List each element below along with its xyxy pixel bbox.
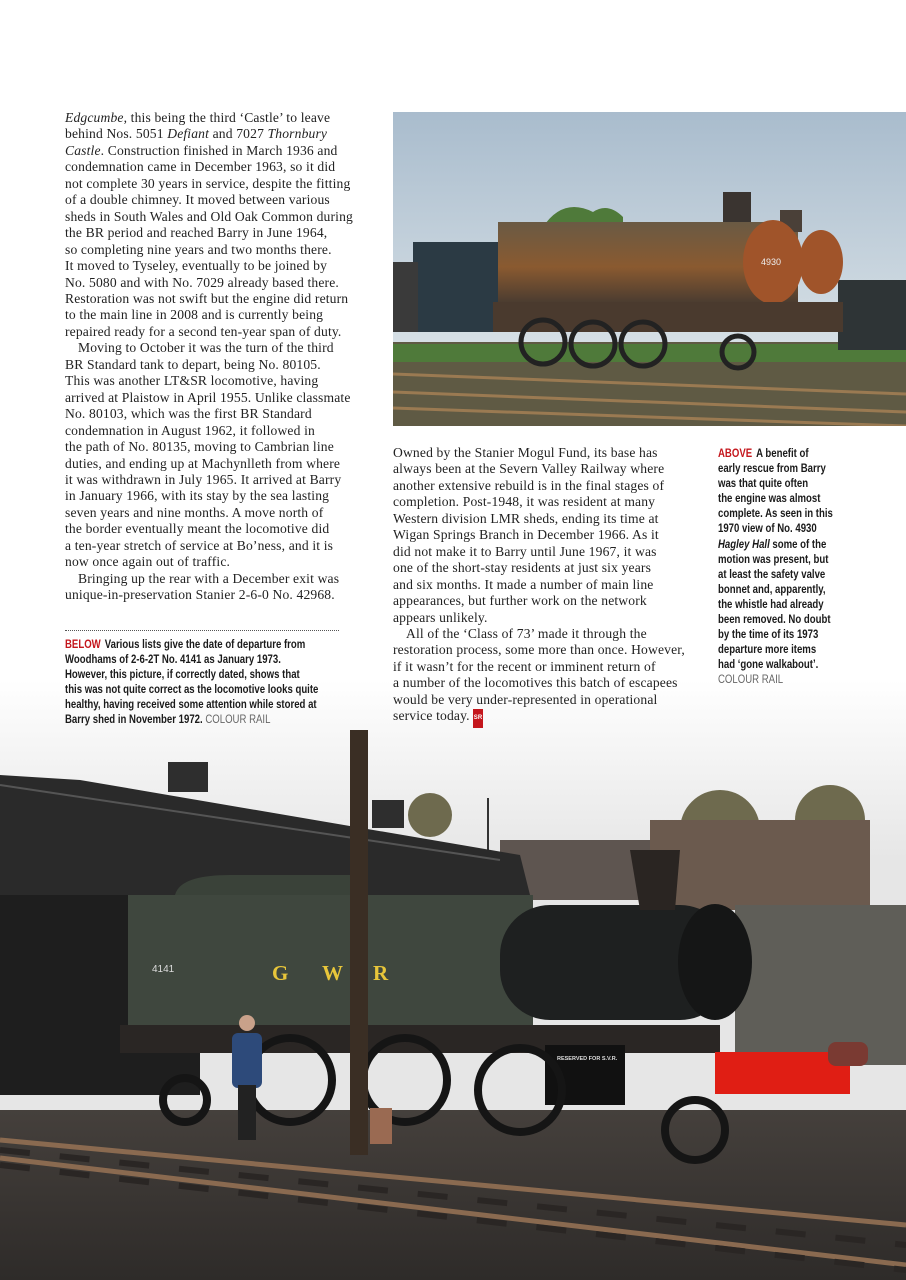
text-line <box>393 708 685 727</box>
caption-text: early rescue from Barry <box>718 461 826 476</box>
text-segment: would be very under-represented in operational <box>393 691 658 707</box>
article-column-left <box>65 110 353 604</box>
caption-line <box>718 476 833 491</box>
text-segment: restoration process, some more than once. However, <box>393 642 685 658</box>
text-segment: condemnation in August 1962, it followed in <box>65 422 315 438</box>
text-line <box>65 423 353 439</box>
caption-text: bonnet and, apparently, <box>718 581 826 596</box>
text-line <box>393 692 685 708</box>
caption-text: was that quite often <box>718 476 809 491</box>
text-line <box>65 159 353 175</box>
photo-hagley-hall <box>393 112 906 426</box>
text-line <box>65 456 353 472</box>
text-segment: now once again out of traffic. <box>65 554 231 570</box>
text-segment: unique-in-preservation Stanier 2-6-0 No. 42968. <box>65 587 335 603</box>
caption-text: Various lists give the date of departure from <box>104 637 306 651</box>
text-segment: No. 80103, which was the first BR Standard <box>65 406 312 422</box>
text-segment: so completing nine years and two months there. <box>65 241 332 257</box>
text-segment: Owned by the Stanier Mogul Fund, its base has <box>393 445 658 460</box>
text-line <box>65 307 353 323</box>
caption-line <box>718 582 833 597</box>
caption-text: However, this picture, if correctly dated, shows that <box>65 667 300 682</box>
text-line <box>65 554 353 570</box>
photo-credit: COLOUR RAIL <box>718 672 784 687</box>
text-segment: BR Standard tank to depart, being No. 80105. <box>65 356 321 372</box>
text-segment: and 7027 <box>209 126 268 142</box>
text-line <box>393 511 685 527</box>
italic-name: Defiant <box>167 126 210 142</box>
caption-text: been removed. No doubt <box>718 612 831 627</box>
caption-text: the whistle had already <box>718 596 824 611</box>
text-line <box>65 176 353 192</box>
caption-line <box>65 667 318 682</box>
text-line <box>65 209 353 225</box>
text-segment: the border eventually meant the locomotive did <box>65 521 330 537</box>
text-segment: This was another LT&SR locomotive, having <box>65 373 319 389</box>
text-segment: did not make it to Barry until June 1967, it was <box>393 543 657 559</box>
text-line <box>393 478 685 494</box>
text-line <box>393 675 685 691</box>
article-column-middle <box>393 445 685 728</box>
tank-letter-g: G <box>272 961 289 985</box>
text-line <box>65 505 353 521</box>
text-line <box>65 373 353 389</box>
caption-line <box>718 537 833 552</box>
text-segment: a number of the locomotives this batch of escapees <box>393 675 678 691</box>
text-line <box>65 538 353 554</box>
text-segment: seven years and nine months. A move north of <box>65 504 324 520</box>
text-segment: behind Nos. 5051 <box>65 126 168 142</box>
text-line <box>393 577 685 593</box>
caption-line <box>65 697 318 712</box>
caption-line <box>718 446 833 461</box>
text-line <box>393 593 685 609</box>
caption-line <box>718 627 833 642</box>
photo-credit: COLOUR RAIL <box>205 712 271 727</box>
text-line <box>393 610 685 626</box>
text-segment: of a double chimney. It moved between various <box>65 192 330 208</box>
text-segment: arrived at Plaistow in April 1955. Unlike classmate <box>65 389 351 405</box>
text-line <box>65 192 353 208</box>
text-segment: to the main line in 2008 and is currently being <box>65 307 324 323</box>
caption-text: Barry shed in November 1972. <box>65 712 203 727</box>
caption-line <box>718 612 833 627</box>
caption-text: Woodhams of 2-6-2T No. 4141 as January 1973. <box>65 652 281 667</box>
text-segment: Bringing up the rear with a December exit was <box>78 570 340 586</box>
text-segment: sheds in South Wales and Old Oak Common during <box>65 208 353 224</box>
text-segment: appears unlikely. <box>393 609 488 625</box>
text-line <box>65 242 353 258</box>
text-segment: Restoration was not swift but the engine did return <box>65 290 349 306</box>
text-segment: duties, and ending up at Machynlleth from where <box>65 455 341 471</box>
caption-text: some of the <box>769 536 827 551</box>
caption-above <box>718 446 833 688</box>
text-line <box>65 110 353 126</box>
text-line <box>65 406 353 422</box>
text-segment: another extensive rebuild is in the final stages of <box>393 477 665 493</box>
text-line <box>65 488 353 504</box>
photo-4141-barry-shed <box>0 680 906 1280</box>
caption-lead: BELOW <box>65 637 101 651</box>
caption-text: by the time of its 1973 <box>718 627 819 642</box>
text-segment: completion. Post-1948, it was resident at many <box>393 494 656 510</box>
caption-line <box>718 597 833 612</box>
loco-name: Hagley Hall <box>718 536 770 551</box>
text-line <box>393 560 685 576</box>
text-line <box>65 357 353 373</box>
caption-line <box>65 682 318 697</box>
text-segment: . Construction finished in March 1936 and <box>100 142 338 158</box>
caption-line <box>718 552 833 567</box>
text-segment: it was withdrawn in July 1965. It arrived at Barry <box>65 471 342 487</box>
caption-text: at least the safety valve <box>718 566 826 581</box>
italic-name: Thornbury <box>267 126 328 142</box>
text-segment: , this being the third ‘Castle’ to leave <box>123 110 331 125</box>
text-segment: appearances, but further work on the network <box>393 593 647 609</box>
text-segment: always been at the Severn Valley Railway where <box>393 461 665 477</box>
text-segment: the BR period and reached Barry in June 1964, <box>65 225 328 241</box>
text-line <box>393 642 685 658</box>
caption-line <box>718 521 833 536</box>
text-segment: service today. <box>393 708 470 724</box>
text-line <box>65 340 353 356</box>
text-line <box>393 659 685 675</box>
text-segment: All of the ‘Class of 73’ made it through the <box>406 625 647 641</box>
text-line <box>393 461 685 477</box>
caption-line <box>718 567 833 582</box>
text-line <box>65 571 353 587</box>
text-segment: Moving to October it was the turn of the third <box>78 340 334 356</box>
caption-line <box>65 712 318 727</box>
text-segment: in January 1966, with its stay by the sea lasting <box>65 488 330 504</box>
caption-text: 1970 view of No. 4930 <box>718 521 817 536</box>
text-line <box>393 494 685 510</box>
text-segment: if it wasn’t for the recent or imminent return of <box>393 658 656 674</box>
text-line <box>393 527 685 543</box>
loco-plate: RESERVED FOR S.V.R. <box>557 1056 618 1062</box>
caption-text: the engine was almost <box>718 491 821 506</box>
text-segment: Western division LMR sheds, ending its time at <box>393 510 659 526</box>
caption-line <box>718 506 833 521</box>
text-segment: not complete 30 years in service, despite the fitting <box>65 175 351 191</box>
text-line <box>65 472 353 488</box>
text-line <box>65 587 353 603</box>
text-line <box>65 521 353 537</box>
caption-text: motion was present, but <box>718 551 829 566</box>
text-line <box>65 258 353 274</box>
text-segment: No. 5080 and with No. 7029 already based there. <box>65 274 339 290</box>
end-mark-logo: SR <box>473 709 484 727</box>
text-line <box>65 439 353 455</box>
text-line <box>65 324 353 340</box>
caption-text: this was not quite correct as the locomotive looks quite <box>65 682 319 697</box>
text-segment: and six months. It made a number of main line <box>393 576 654 592</box>
caption-lead: ABOVE <box>718 446 753 460</box>
text-segment: repaired ready for a second ten-year span of duty. <box>65 323 342 339</box>
text-line <box>65 126 353 142</box>
text-line <box>65 225 353 241</box>
caption-text: healthy, having received some attention while stored at <box>65 697 317 712</box>
caption-line <box>718 491 833 506</box>
caption-divider <box>65 630 339 631</box>
caption-text: A benefit of <box>756 446 809 460</box>
text-line <box>65 275 353 291</box>
text-line <box>393 544 685 560</box>
text-line <box>65 390 353 406</box>
caption-line <box>718 657 833 672</box>
text-segment: It moved to Tyseley, eventually to be joined by <box>65 258 328 274</box>
caption-line <box>718 642 833 657</box>
text-line <box>393 626 685 642</box>
caption-below <box>65 637 318 728</box>
text-line <box>393 445 685 461</box>
italic-name: Castle <box>65 142 101 158</box>
text-line <box>65 143 353 159</box>
text-segment: Wigan Springs Branch in December 1966. As it <box>393 527 659 543</box>
caption-text: departure more items <box>718 642 817 657</box>
text-segment: one of the short-stay residents at just six years <box>393 560 652 576</box>
tank-letter-w: W <box>322 961 343 985</box>
text-segment: the path of No. 80135, moving to Cambrian line <box>65 439 334 455</box>
text-line <box>65 291 353 307</box>
caption-line <box>65 637 318 652</box>
caption-line <box>65 652 318 667</box>
cab-number: 4141 <box>152 964 175 975</box>
tank-letter-r: R <box>373 961 389 985</box>
caption-text: had ‘gone walkabout’. <box>718 657 819 672</box>
smokebox-number-plate: 4930 <box>761 257 782 267</box>
text-segment: condemnation came in December 1963, so it did <box>65 159 336 175</box>
italic-name: Edgcumbe <box>65 110 124 125</box>
text-segment: a ten-year stretch of service at Bo’ness, and it is <box>65 537 334 553</box>
caption-text: complete. As seen in this <box>718 506 833 521</box>
caption-line <box>718 461 833 476</box>
